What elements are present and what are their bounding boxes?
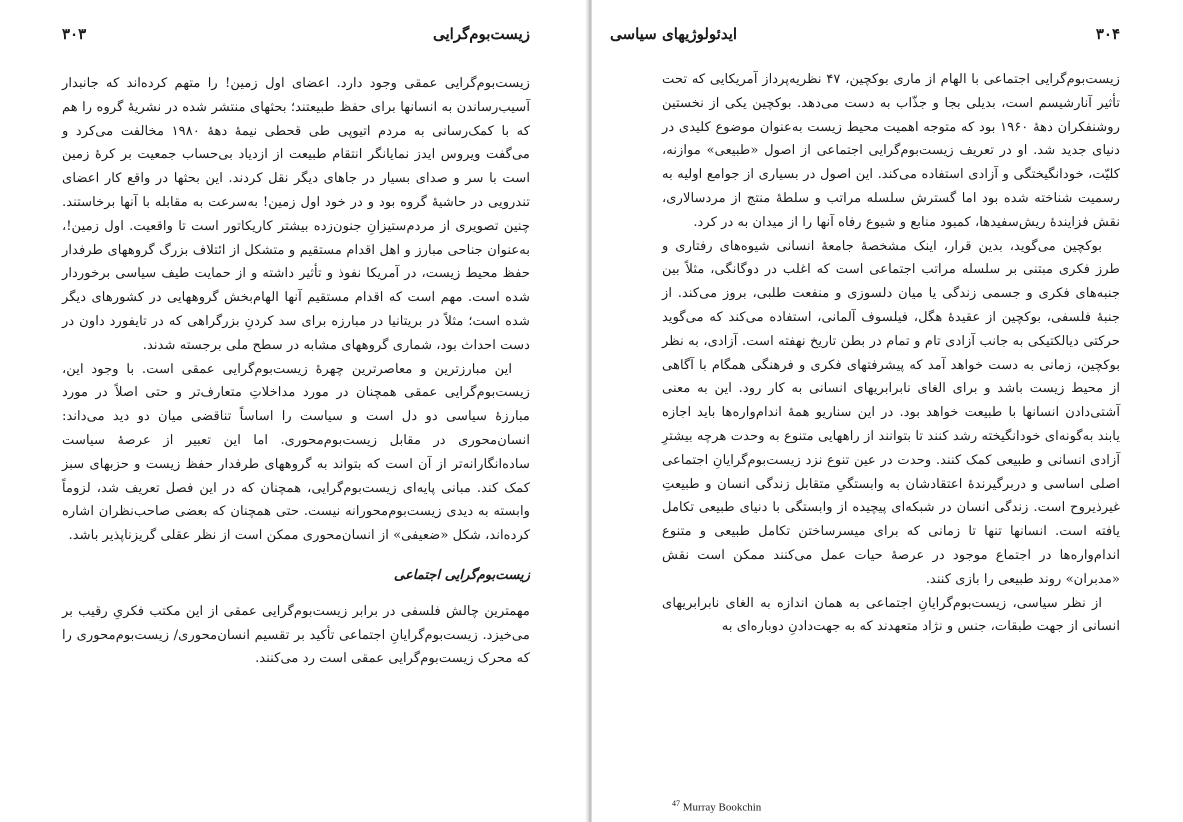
right-paragraph-3: از نظر سیاسی، زیست‌بوم‌گرایانِ اجتماعی به همان اندازه به الغای نابرابریهای انسانی از جهت طبقات، جنس و نژاد متعهدند که به جهت‌دادنِ دوباره‌ای به: [662, 595, 1120, 635]
footnote: [672, 799, 761, 814]
right-paragraph-1: زیست‌بوم‌گرایی اجتماعی با الهام از ماری بوکچین، ۴۷ نظریه‌پرداز آمریکایی که تحت تأثیر آنارشیسم است، بدیلی بجا و جذّاب به دست می‌دهد. بوکچین یکی از نخستین روشنفکران دههٔ ۱۹۶۰ بود که متوجه اهمیت محیط زیست به‌عنوان موضوع کلیدی در دنیای جدید شد. او در تعریف زیست‌بوم‌گرایی اجتماعی از اصول «طبیعی» موازنه، کلیّت، خودانگیختگی و آزادی استفاده می‌کند. این اصول در بسیاری از جوامع اولیه به رسمیت شناخته شده بود اما گسترش سلسله مراتب و سلطهٔ منتج از مردسالاری، نقش فزایندهٔ ریش‌سفیدها، کمبود منابع و شیوع رفاه آنها را از میدان به در کرد.: [662, 72, 1120, 230]
footnote-number: 47: [672, 799, 680, 809]
left-running-head: [62, 22, 530, 46]
footnote-text: Murray Bookchin: [682, 802, 762, 814]
right-page: [592, 0, 1183, 822]
right-page-number: ۳۰۴: [1095, 25, 1120, 43]
left-section-paragraph: مهمترین چالش فلسفی در برابر زیست‌بوم‌گرایی عمقی از این مکتب فکریِ رقیب بر می‌خیزد. زیست‌بوم‌گرایانِ اجتماعی تأکید بر تقسیم انسان‌محوری/ زیست‌بوم‌محوری را که محرک زیست‌بوم‌گرایی عمقی است رد می‌کنند.: [62, 603, 530, 667]
right-page-body: [662, 68, 1120, 639]
right-running-title: ایدئولوژیهای سیاسی: [610, 25, 738, 43]
left-paragraph-2: این مبارزترین و معاصرترین چهرهٔ زیست‌بوم‌گرایی عمقی است. با وجود این، زیست‌بوم‌گرایی عمقی همچنان در مورد مداخلاتِ متعارف‌تر و حتی اصلاً در مورد مبارزهٔ سیاسی دو دل است و سیاست را اساساً تناقضی میان دو دید می‌داند: انسان‌محوری در مقابل زیست‌بوم‌محوری. اما این تعبیر از عرصهٔ سیاست ساده‌انگارانه‌تر از آن است که بتواند به گروههای طرفدار حفظ زیست و حزبهای سبز کمک کند. مبانی پایه‌ای زیست‌بوم‌گرایی، همچنان که در این فصل تعریف شد، لزوماً وابسته به دیدی زیست‌بوم‌محورانه نیست. حتی همچنان که بعضی صاحب‌نظران اشاره کرده‌اند، شکل «ضعیفی» از انسان‌محوری ممکن است از نظر عقلی گریزناپذیر باشد.: [62, 361, 530, 544]
left-page-number: ۳۰۳: [62, 25, 87, 43]
right-paragraph-2: بوکچین می‌گوید، بدین قرار، اینک مشخصهٔ جامعهٔ انسانی شیوه‌های رفتاری و طرز فکری مبتنی بر سلسله مراتب اجتماعی است که اغلب در دوگانگی، مثلاً بین جنبه‌های فکری و جسمی زندگی یا میان دلسوزی و منفعت طلبی، بروز می‌کند. از جنبهٔ فلسفی، بوکچین از عقیدهٔ هگل، فیلسوف آلمانی، استفاده می‌کند که می‌گوید حرکتی دیالکتیکی به جانب آزادی تام و تمام در بطن تاریخ نهفته است. آزادی، به نظر بوکچین، زمانی به دست خواهد آمد که پیشرفتهای فکری و فرهنگی همگام با آگاهی از محیط زیست باشد و برای الغای نابرابریهای انسانی به کار رود. این به معنی آشتی‌دادن انسانها با طبیعت خواهد بود. در این سناریو همهٔ اندام‌واره‌ها باید اجازه یابند به‌گونه‌ای خودانگیخته رشد کنند تا بتوانند از راههایی متنوع به وحدت هرچه بیشترِ آزادی انسانی و طبیعی کمک کنند. وحدت در عین تنوع نزد زیست‌بوم‌گرایانِ اجتماعی اصلی اساسی و دربرگیرندهٔ اعتقادشان به وابستگیِ متقابل زندگی انسان و طبیعتِ غیرذیروح است. زندگی انسان در شبکه‌ای پیچیده از وابستگی با دنیای طبیعی تکامل یافته است. انسانها تنها تا زمانی که برای میسرساختن تکامل طبیعی و متنوع اندام‌واره‌ها در اجتماع موجود در عرصهٔ حیات عمل می‌کنند ممکن است نقش «مدبران» روند طبیعی را بازی کنند.: [662, 238, 1120, 587]
left-page-body: [62, 72, 530, 671]
left-paragraph-1: زیست‌بوم‌گرایی عمقی وجود دارد. اعضای اول زمین! را متهم کرده‌اند که جانبدار آسیب‌رساندن به انسانها برای حفظ طبیعتند؛ بحثهای منتشر شده در نشریهٔ گروه را هم که با کمک‌رسانی به مردم اتیوپی طی قحطی نیمهٔ دههٔ ۱۹۸۰ مخالفت می‌کرد و می‌گفت ویروس ایدز نمایانگر انتقام طبیعت از ازدیاد بی‌حساب جمعیت بر کرهٔ زمین است با سر و صدای بسیار در جاهای دیگر نقل کردند. این بحثها در واقع کار اعضای تندرویی در حاشیهٔ گروه بود و در خود اول زمین! به‌سرعت به مقابله با آنها برخاستند. چنین تصویری از مردم‌ستیزانِ جنون‌زده بیشتر کاریکاتور است تا واقعیت. اول زمین!، به‌عنوان جناحی مبارز و اهل اقدام مستقیم و متشکل از ائتلاف بزرگ گروههای طرفدار حفظ محیط زیست، در آمریکا نفوذ و تأثیر داشته و از حمایت طیف سیاسی برخوردار شده است. مهم است که اقدام مستقیم آنها الهام‌بخش گروههایی در کشورهای دیگر شده است؛ مثلاً در بریتانیا در مبارزه برای سد کردنِ بزرگراهی که در تایفورد داون در دست احداث بود، شماری گروههای مشابه در سطح ملی برجسته شدند.: [62, 76, 530, 353]
section-heading: زیست‌بوم‌گرایی اجتماعی: [393, 567, 530, 583]
left-page: [0, 0, 588, 822]
right-running-head: [610, 22, 1120, 46]
left-running-title: زیست‌بوم‌گرایی: [432, 25, 530, 43]
